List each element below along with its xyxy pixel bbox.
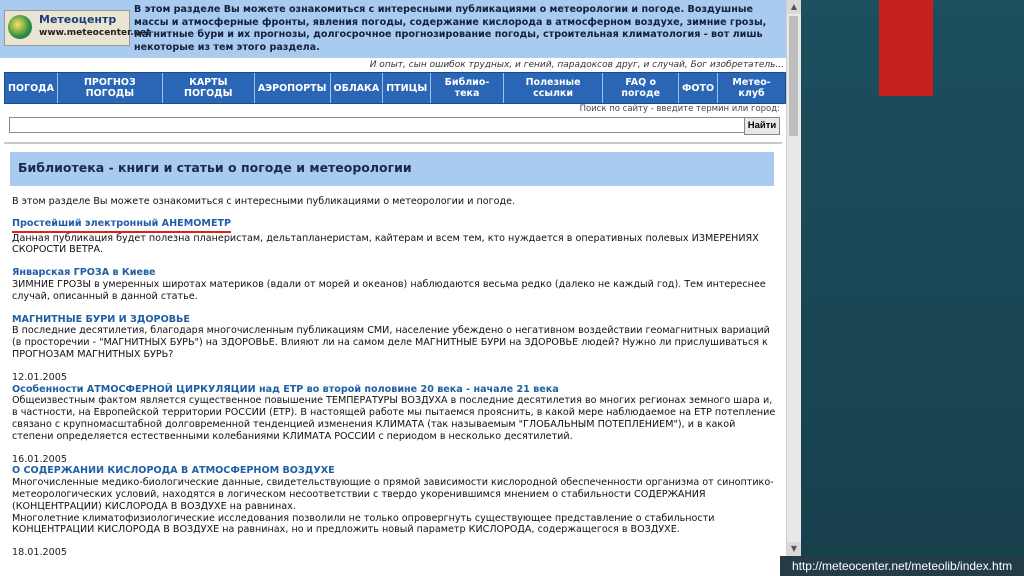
article-link[interactable]: Особенности АТМОСФЕРНОЙ ЦИРКУЛЯЦИИ над ЕТР во второй половине 20 века - начале 21 века (12, 383, 559, 395)
nav-item-forecast[interactable]: ПРОГНОЗ ПОГОДЫ (58, 73, 163, 103)
nav-item-airports[interactable]: АЭРОПОРТЫ (255, 73, 331, 103)
article-item (12, 454, 778, 537)
logo-url: www.meteocenter.net (39, 28, 151, 38)
main-nav (4, 72, 786, 104)
article-link[interactable]: МАГНИТНЫЕ БУРИ И ЗДОРОВЬЕ (12, 313, 190, 325)
scroll-up-icon[interactable]: ▲ (787, 0, 801, 14)
nav-item-weather[interactable]: ПОГОДА (5, 73, 58, 103)
article-desc: ЗИМНИЕ ГРОЗЫ в умеренных широтах материков (вдали от морей и океанов) наблюдаются весьма редко (далеко не каждый год). Тем интереснее случай, описанный в данной статье. (12, 278, 766, 302)
header-intro-text: В этом разделе Вы можете ознакомиться с интересными публикациями о метеорологии и погоде. Воздушные массы и атмосферные фронты, явления погоды, содержание кислорода в атмосферном воздухе, зимние грозы, магнитные бури и их прогнозы, долгосрочное прогнозирование погоды, строительная климатология - вот лишь некоторые из тем этого раздела. (134, 4, 767, 53)
site-logo[interactable] (4, 10, 151, 46)
nav-item-photo[interactable]: ФОТО (679, 73, 718, 103)
slide-red-accent (879, 0, 933, 96)
article-item (12, 314, 778, 361)
search-button[interactable]: Найти (744, 117, 780, 135)
nav-item-clouds[interactable]: ОБЛАКА (331, 73, 384, 103)
nav-item-weather-maps[interactable]: КАРТЫ ПОГОДЫ (163, 73, 255, 103)
nav-item-birds[interactable]: ПТИЦЫ (383, 73, 431, 103)
divider (4, 142, 782, 144)
article-item (12, 267, 778, 302)
library-content (12, 196, 778, 570)
search-hint: Поиск по сайту - введите термин или город: (579, 104, 780, 114)
article-item (12, 547, 778, 559)
header-quote: И опыт, сын ошибок трудных, и гений, парадоксов друг, и случай, Бог изобретатель... (369, 60, 784, 70)
globe-icon (8, 15, 32, 39)
vertical-scrollbar[interactable] (786, 0, 801, 556)
library-intro: В этом разделе Вы можете ознакомиться с интересными публикациями о метеорологии и погоде. (12, 196, 516, 207)
nav-item-links[interactable]: Полезные ссылки (504, 73, 604, 103)
article-desc: Общеизвестным фактом является существенное повышение ТЕМПЕРАТУРЫ ВОЗДУХА в последние десятилетия во многих регионах земного шара и, в частности, на Европейской территории РОССИИ (ЕТР). В настоящей работе мы пытаемся прояснить, в какой мере наблюдаемое на ЕТР потепление связано с крупномасштабной долговременной тенденцией изменения КЛИМАТА (так называемым "ГЛОБАЛЬНЫМ ПОТЕПЛЕНИЕМ"), и в какой степени определяется естественными колебаниями КЛИМАТА РОССИИ с периодом в несколько десятилетий. (12, 395, 776, 442)
site-header (0, 0, 786, 58)
search-input[interactable] (9, 117, 747, 133)
nav-item-meteo-club[interactable]: Метео-клуб (732, 77, 771, 99)
nav-item-faq[interactable]: FAQ о погоде (603, 73, 679, 103)
article-desc: Данная публикация будет полезна планеристам, дельтапланеристам, кайтерам и всем тем, кто нуждается в оперативных полевых ИЗМЕРЕНИЯХ СКОРОСТИ ВЕТРА. (12, 232, 759, 256)
article-link[interactable]: Простейший электронный АНЕМОМЕТР (12, 218, 231, 233)
page-title: Библиотека - книги и статьи о погоде и метеорологии (18, 160, 412, 175)
article-desc: В последние десятилетия, благодаря многочисленным публикациям СМИ, население убеждено о негативном воздействии геомагнитных вариаций (в просторечии - "МАГНИТНЫХ БУРЬ") на ЗДОРОВЬЕ. Влияют ли на самом деле МАГНИТНЫЕ БУРИ на ЗДОРОВЬЕ людей? Нужно ли прислушиваться к ПРОГНОЗАМ МАГНИТНЫХ БУРЬ? (12, 325, 770, 360)
logo-title: Метеоцентр (39, 13, 117, 26)
status-url: http://meteocenter.net/meteolib/index.htm (780, 556, 1024, 576)
article-item (12, 372, 778, 443)
article-date: 12.01.2005 (12, 371, 67, 383)
article-link[interactable]: Январская ГРОЗА в Киеве (12, 267, 156, 279)
article-item (12, 218, 778, 256)
article-date: 18.01.2005 (12, 547, 67, 559)
nav-item-library[interactable]: Библио-тека (431, 73, 504, 103)
scroll-down-icon[interactable]: ▼ (787, 542, 801, 556)
article-desc: Многочисленные медико-биологические данные, свидетельствующие о прямой зависимости кислородной обеспеченности организма от синоптико-метеорологических условий, находятся в логическом несоответствии с твердо укоренившимся мнением о стабильности СОДЕРЖАНИЯ (КОНЦЕНТРАЦИИ) КИСЛОРОДА В ВОЗДУХЕ на равнинах. Многолетние климатофизиологические исследования позволили не только опровергнуть существующее представление о стабильности КОНЦЕНТРАЦИИ КИСЛОРОДА В ВОЗДУХЕ на равнинах, но и предложить новый параметр КИСЛОРОДА, содержащегося в ВОЗДУХЕ. (12, 477, 774, 536)
library-title-box (10, 152, 774, 186)
scroll-thumb[interactable] (789, 16, 798, 136)
article-date: 16.01.2005 (12, 453, 67, 465)
article-link[interactable]: О СОДЕРЖАНИИ КИСЛОРОДА В АТМОСФЕРНОМ ВОЗДУХЕ (12, 465, 335, 477)
